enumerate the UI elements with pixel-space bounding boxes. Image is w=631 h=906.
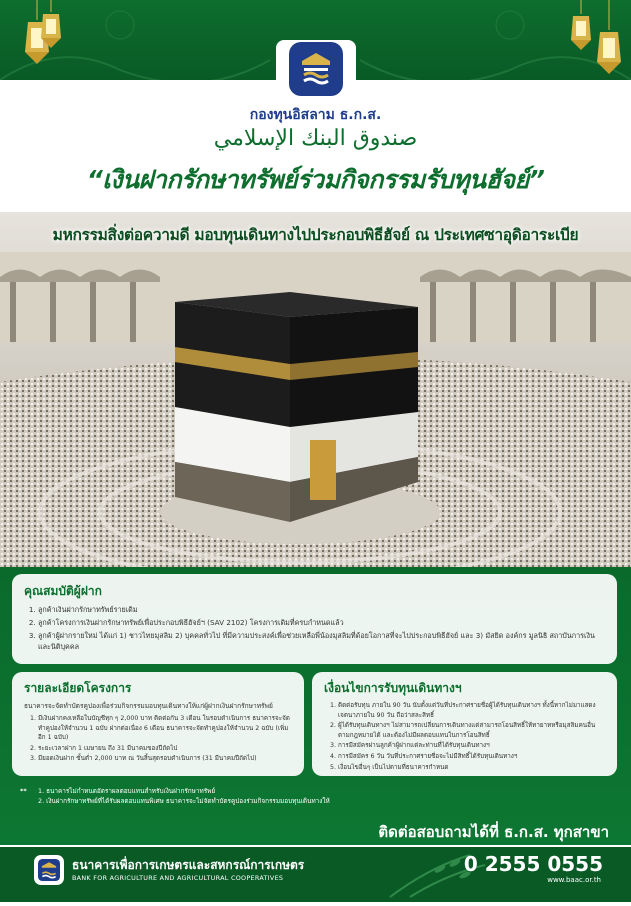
baac-logo xyxy=(276,40,356,98)
baac-emblem-icon xyxy=(296,49,336,89)
footnote-item: 2. เงินฝากรักษาทรัพย์ที่ได้รับผลตอบแทนพิเศษ ธนาคารจะไม่จัดทำบัตรคูปองร่วมกิจกรรมมอบทุนเดินทางให้ xyxy=(38,797,330,805)
list-item: 1. มีเงินฝากคงเหลือในบัญชีทุก ๆ 2,000 บาท ติดต่อกัน 3 เดือน ในรอบดำเนินการ ธนาคารจะจัดทำคูปองให้จำนวน 1 ฉบับ ฝากต่อเนื่อง 6 เดือน ธนาคารจะจัดทำคูปองให้จำนวน 2 ฉบับ (เพิ่มอีก 1 ฉบับ) xyxy=(38,714,292,743)
phone-number: 0 2555 0555 xyxy=(463,852,603,876)
baac-emblem-icon xyxy=(38,859,60,881)
kaaba-illustration xyxy=(0,212,631,572)
conditions-card xyxy=(312,672,617,776)
list-item: 1. ลูกค้าเงินฝากรักษาทรัพย์รายเดิม xyxy=(38,604,605,615)
contact-text: ติดต่อสอบถามได้ที่ ธ.ก.ส. ทุกสาขา xyxy=(378,823,609,841)
arabic-fund-name: صندوق البنك الإسلامي xyxy=(213,126,418,151)
list-item: 3. การมีสมัครผ่านลูกค้าผู้ฝากแต่ละท่านที่ได้รับทุนเดินทางฯ xyxy=(338,741,605,751)
bank-name-english: BANK FOR AGRICULTURE AND AGRICULTURAL COOPERATIVES xyxy=(72,874,284,882)
list-item: 1. ติดต่อรับทุน ภายใน 90 วัน นับตั้งแต่วันที่ประกาศรายชื่อผู้ได้รับทุนเดินทางฯ ทั้งนี้หากไม่มาแสดงเจตนาภายใน 90 วัน ถือว่าสละสิทธิ์ xyxy=(338,701,605,720)
project-title: รายละเอียดโครงการ xyxy=(24,681,132,695)
baac-footer-logo xyxy=(34,855,64,885)
website-link[interactable]: www.baac.or.th xyxy=(547,876,601,884)
list-item: 4. การมีสมัคร 6 วัน วันที่ประกาศรายชื่อจะไม่มีสิทธิ์ได้รับทุนเดินทางฯ xyxy=(338,752,605,762)
qualifications-title: คุณสมบัติผู้ฝาก xyxy=(24,584,102,598)
project-intro: ธนาคารจะจัดทำบัตรคูปองเพื่อร่วมกิจกรรมมอบทุนเดินทางให้แก่ผู้ฝากเงินฝากรักษาทรัพย์ xyxy=(24,702,273,710)
conditions-title: เงื่อนไขการรับทุนเดินทางฯ xyxy=(324,681,462,695)
project-details-card xyxy=(12,672,304,776)
list-item: 3. ลูกค้าผู้ฝากรายใหม่ ได้แก่ 1) ชาวไทยมุสลิม 2) บุคคลทั่วไป ที่มีความประสงค์เพื่อช่วยเหลือพี่น้องมุสลิมที่ด้อยโอกาสที่จะไปประกอบพิธีฮัจย์ และ 3) มัสยิด องค์กร มูลนิธิ สถาบันการเงิน และนิติบุคคล xyxy=(38,630,605,652)
footnote-marker: ** xyxy=(20,787,27,795)
list-item: 2. ระยะเวลาฝาก 1 เมษายน ถึง 31 มีนาคมของปีถัดไป xyxy=(38,744,292,754)
lantern-icon xyxy=(36,0,66,60)
fund-name: กองทุนอิสลาม ธ.ก.ส. xyxy=(249,107,382,123)
footnote-item: 1. ธนาคารไม่กำหนดอัตราผลตอบแทนสำหรับเงินฝากรักษาทรัพย์ xyxy=(38,787,216,795)
subheadline: มหกรรมสิ่งต่อความดี มอบทุนเดินทางไปประกอบพิธีฮัจย์ ณ ประเทศซาอุดิอาระเบีย xyxy=(52,226,579,244)
bank-name-thai: ธนาคารเพื่อการเกษตรและสหกรณ์การเกษตร xyxy=(72,858,305,872)
list-item: 2. ลูกค้าโครงการเงินฝากรักษาทรัพย์เพื่อประกอบพิธีฮัจย์ฯ (SAV 2102) โครงการเดิมที่ครบกำหนดแล้ว xyxy=(38,617,605,628)
kaaba-photo xyxy=(0,212,631,572)
headline: “เงินฝากรักษาทรัพย์ร่วมกิจกรรมรับทุนฮัจย์” xyxy=(86,165,545,194)
list-item: 3. มียอดเงินฝาก ขั้นต่ำ 2,000 บาท ณ วันสิ้นสุดรอบดำเนินการ (31 มีนาคมปีถัดไป) xyxy=(38,754,292,764)
qualifications-card xyxy=(12,574,617,664)
lantern-icon xyxy=(592,0,626,84)
list-item: 2. ผู้ได้รับทุนเดินทางฯ ไม่สามารถเปลี่ยนการเดินทางแต่สามารถโอนสิทธิ์ให้ทายาทหรือมุสลิมคนอื่นตามกฎหมายได้ และต้องไม่มีผลตอบแทนในการโอนสิทธิ์ xyxy=(338,721,605,740)
list-item: 5. เงื่อนไขอื่นๆ เป็นไปตามที่ธนาคารกำหนด xyxy=(338,763,605,773)
footnotes xyxy=(20,786,610,806)
